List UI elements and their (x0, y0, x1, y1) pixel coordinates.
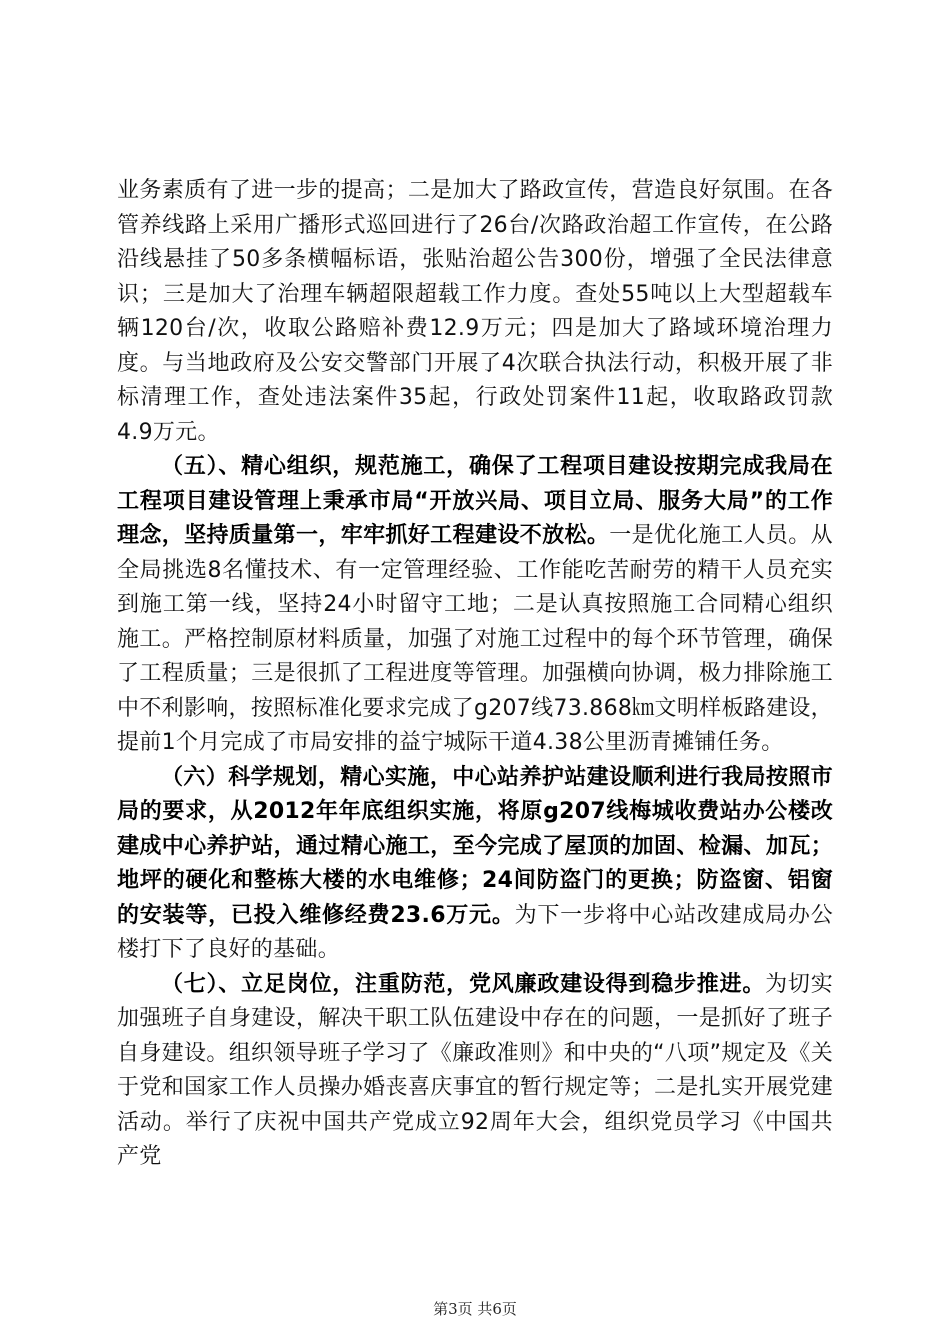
document-body (117, 174, 833, 1175)
paragraph-text: 业务素质有了进一步的提高；二是加大了路政宣传，营造良好氛围。在各管养线路上采用广播形式巡回进行了26台/次路政治超工作宣传，在公路沿线悬挂了50多条横幅标语，张贴治超公告300份，增强了全民法律意识；三是加大了治理车辆超限超载工作力度。查处55吨以上大型超载车辆120台/次，收取公路赔补费12.9万元；四是加大了路域环境治理力度。与当地政府及公安交警部门开展了4次联合执法行动，积极开展了非标清理工作，查处违法案件35起，行政处罚案件11起，收取路政罚款4.9万元。 (117, 178, 833, 445)
paragraph-text: 为下一步将中心站改建成局办公楼打下了良好的基础。 (117, 902, 834, 962)
section-heading: （五）、精心组织，规范施工，确保了工程项目建设按期完成我局在工程项目建设管理上秉承市局“开放兴局、项目立局、服务大局”的工作理念，坚持质量第一，牢牢抓好工程建设不放松。 (117, 454, 833, 548)
paragraph-text: 一是优化施工人员。从全局挑选8名懂技术、有一定管理经验、工作能吃苦耐劳的精干人员充实到施工第一线，坚持24小时留守工地；二是认真按照施工合同精心组织施工。严格控制原材料质量，加强了对施工过程中的每个环节管理，确保了工程质量；三是很抓了工程进度等管理。加强横向协调，极力排除施工中不利影响，按照标准化要求完成了g207线73.868㎞文明样板路建设，提前1个月完成了市局安排的益宁城际干道4.38公里沥青摊铺任务。 (117, 523, 833, 755)
section-heading: （六）科学规划，精心实施，中心站养护站建设顺利进行我局按照市局的要求，从2012年年底组织实施，将原g207线梅城收费站办公楼改建成中心养护站，通过精心施工，至今完成了屋顶的加固、检漏、加瓦；地坪的硬化和整栋大楼的水电维修；24间防盗门的更换；防盗窗、铝窗的安装等，已投入维修经费23.6万元。 (117, 764, 833, 928)
paragraph-text: 为切实加强班子自身建设，解决干职工队伍建设中存在的问题，一是抓好了班子自身建设。组织领导班子学习了《廉政准则》和中央的“八项”规定及《关于党和国家工作人员操办婚丧喜庆事宜的暂行规定等；二是扎实开展党建活动。举行了庆祝中国共产党成立92周年大会，组织党员学习《中国共产党 (117, 971, 833, 1169)
paragraph-section-7-party-conduct (117, 968, 833, 1175)
paragraph-section-5-engineering (117, 450, 833, 761)
paragraph-section-6-maintenance-station (117, 761, 833, 968)
paragraph-road-administration (117, 174, 833, 450)
section-heading: （七）、立足岗位，注重防范，党风廉政建设得到稳步推进。 (161, 971, 766, 997)
page-number-footer: 第3页 共6页 (433, 1300, 517, 1318)
